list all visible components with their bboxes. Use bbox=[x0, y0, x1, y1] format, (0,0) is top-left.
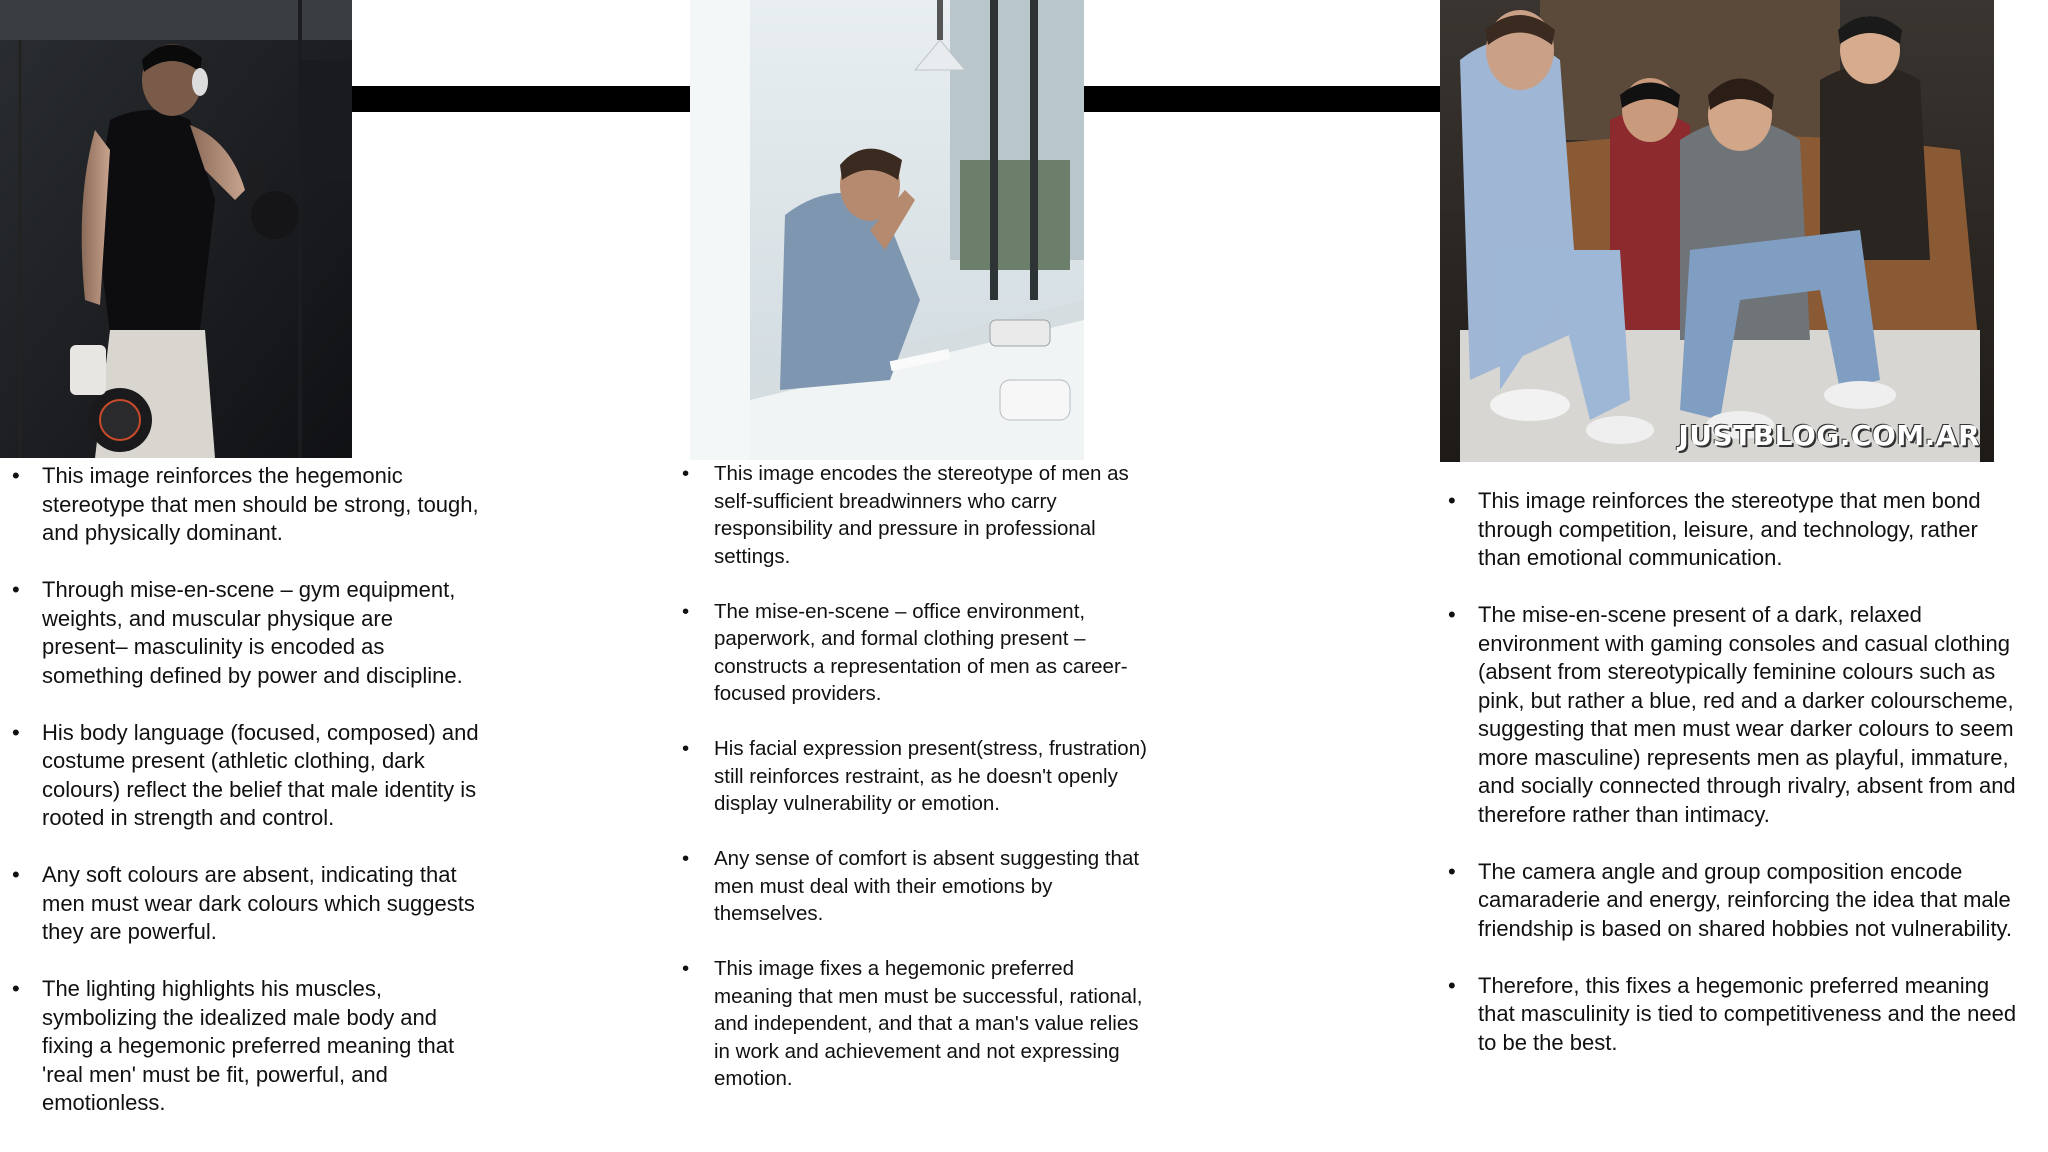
gym-analysis-list bbox=[12, 462, 482, 1146]
list-item: • His facial expression present(stress, frustration) still reinforces restraint, as he doesn't openly display vulnerability or emotion. bbox=[682, 735, 1152, 818]
watermark-caption: JUSTBLOG.COM.AR bbox=[1678, 419, 1980, 452]
office-analysis-list bbox=[682, 460, 1152, 1120]
list-item: • The lighting highlights his muscles, symbolizing the idealized male body and fixing a hegemonic preferred meaning that 'real men' must be fit, powerful, and emotionless. bbox=[12, 975, 482, 1118]
gym-photo bbox=[0, 0, 352, 458]
list-item: • The mise-en-scene present of a dark, relaxed environment with gaming consoles and casual clothing (absent from stereotypically feminine colours such as pink, but rather a blue, red and a darker colourscheme, suggesting that men must wear darker colours to seem more masculine) represents men as playful, immature, and socially connected through rivalry, absent from and therefore rather than intimacy. bbox=[1448, 601, 2018, 829]
list-item: • His body language (focused, composed) and costume present (athletic clothing, dark colours) reflect the belief that male identity is rooted in strength and control. bbox=[12, 719, 482, 833]
list-item: • This image reinforces the hegemonic stereotype that men should be strong, tough, and physically dominant. bbox=[12, 462, 482, 548]
list-item: • The mise-en-scene – office environment, paperwork, and formal clothing present – constructs a representation of men as career-focused providers. bbox=[682, 598, 1152, 708]
list-item: • Therefore, this fixes a hegemonic preferred meaning that masculinity is tied to competitiveness and the need to be the best. bbox=[1448, 972, 2018, 1058]
office-photo bbox=[690, 0, 1084, 460]
list-item: • This image encodes the stereotype of men as self-sufficient breadwinners who carry responsibility and pressure in professional settings. bbox=[682, 460, 1152, 570]
list-item: • This image reinforces the stereotype that men bond through competition, leisure, and technology, rather than emotional communication. bbox=[1448, 487, 2018, 573]
list-item: • This image fixes a hegemonic preferred meaning that men must be successful, rational, and independent, and that a man's value relies in work and achievement and not expressing emotion. bbox=[682, 955, 1152, 1093]
list-item: • Through mise-en-scene – gym equipment, weights, and muscular physique are present– masculinity is encoded as something defined by power and discipline. bbox=[12, 576, 482, 690]
connector-bar-left bbox=[352, 86, 690, 112]
gaming-analysis-list bbox=[1448, 487, 2018, 1086]
gaming-photo bbox=[1440, 0, 1994, 462]
list-item: • Any sense of comfort is absent suggesting that men must deal with their emotions by themselves. bbox=[682, 845, 1152, 928]
list-item: • The camera angle and group composition encode camaraderie and energy, reinforcing the idea that male friendship is based on shared hobbies not vulnerability. bbox=[1448, 858, 2018, 944]
list-item: • Any soft colours are absent, indicating that men must wear dark colours which suggests they are powerful. bbox=[12, 861, 482, 947]
